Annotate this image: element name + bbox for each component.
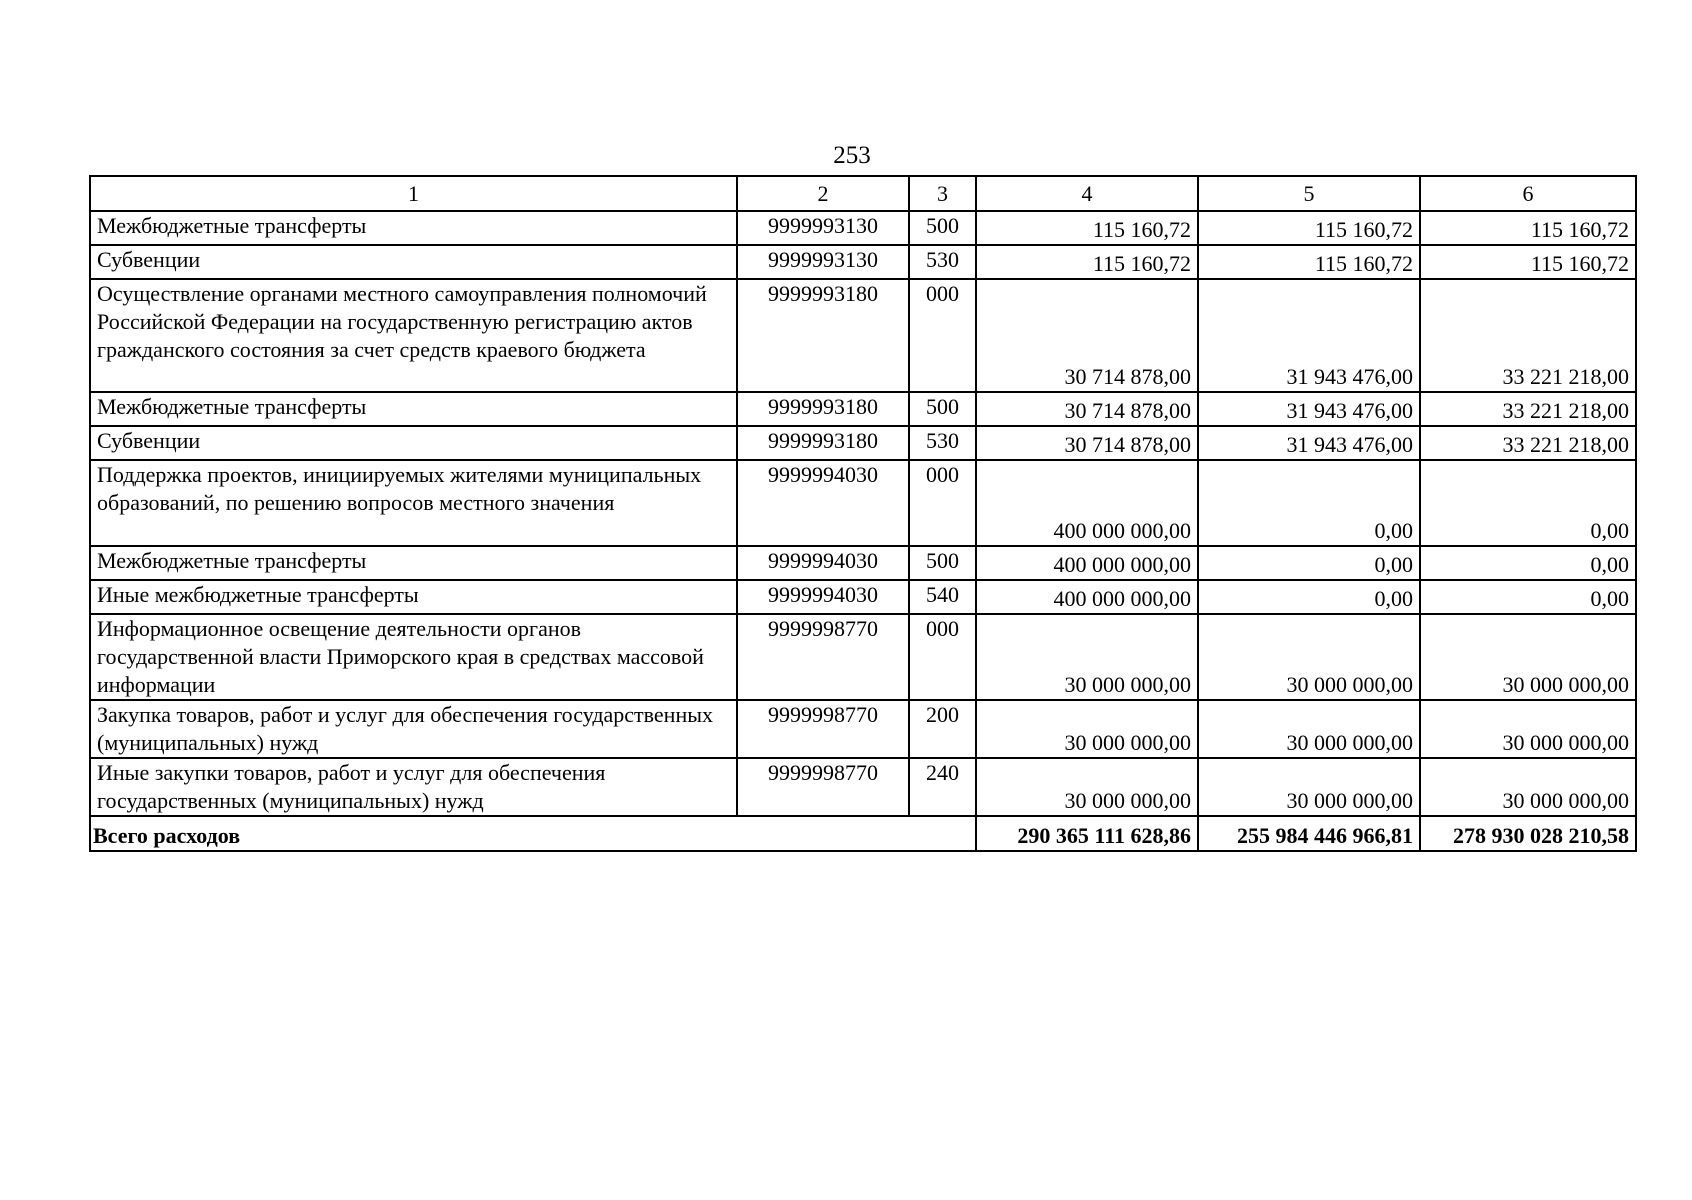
amount-year-3: 115 160,72: [1420, 211, 1636, 245]
table-row: [90, 546, 1636, 580]
item-name: Межбюджетные трансферты: [90, 392, 737, 426]
target-code: 9999994030: [737, 460, 909, 546]
column-header: 4: [976, 176, 1198, 211]
target-code: 9999993180: [737, 279, 909, 392]
amount-year-1: 30 714 878,00: [976, 279, 1198, 392]
budget-table: [89, 175, 1637, 852]
amount-year-1: 115 160,72: [976, 211, 1198, 245]
table-row: [90, 580, 1636, 614]
target-code: 9999998770: [737, 614, 909, 700]
amount-year-1: 30 714 878,00: [976, 426, 1198, 460]
amount-year-1: 30 714 878,00: [976, 392, 1198, 426]
item-name: Межбюджетные трансферты: [90, 546, 737, 580]
total-label: Всего расходов: [90, 816, 976, 851]
item-name: Иные межбюджетные трансферты: [90, 580, 737, 614]
amount-year-2: 30 000 000,00: [1198, 614, 1420, 700]
amount-year-3: 0,00: [1420, 546, 1636, 580]
expense-type: 540: [909, 580, 976, 614]
total-row: [90, 816, 1636, 851]
amount-year-1: 115 160,72: [976, 245, 1198, 279]
item-name: Иные закупки товаров, работ и услуг для обеспечения государственных (муниципальных) нужд: [90, 758, 737, 816]
table-row: [90, 758, 1636, 816]
table-row: [90, 460, 1636, 546]
target-code: 9999994030: [737, 546, 909, 580]
amount-year-3: 115 160,72: [1420, 245, 1636, 279]
expense-type: 500: [909, 392, 976, 426]
amount-year-2: 115 160,72: [1198, 245, 1420, 279]
expense-type: 500: [909, 546, 976, 580]
table-row: [90, 211, 1636, 245]
table-row: [90, 279, 1636, 392]
table-row: [90, 614, 1636, 700]
table-row: [90, 700, 1636, 758]
column-header: 3: [909, 176, 976, 211]
table-row: [90, 245, 1636, 279]
target-code: 9999993130: [737, 211, 909, 245]
amount-year-1: 400 000 000,00: [976, 580, 1198, 614]
column-header: 1: [90, 176, 737, 211]
item-name: Межбюджетные трансферты: [90, 211, 737, 245]
total-year-1: 290 365 111 628,86: [976, 816, 1198, 851]
amount-year-2: 31 943 476,00: [1198, 279, 1420, 392]
item-name: Субвенции: [90, 426, 737, 460]
amount-year-2: 30 000 000,00: [1198, 758, 1420, 816]
table-row: [90, 392, 1636, 426]
column-number-row: [90, 176, 1636, 211]
amount-year-1: 30 000 000,00: [976, 758, 1198, 816]
page-number: 253: [833, 142, 871, 169]
expense-type: 240: [909, 758, 976, 816]
target-code: 9999993180: [737, 392, 909, 426]
amount-year-2: 30 000 000,00: [1198, 700, 1420, 758]
item-name: Субвенции: [90, 245, 737, 279]
amount-year-1: 400 000 000,00: [976, 460, 1198, 546]
item-name: Осуществление органами местного самоуправления полномочий Российской Федерации на государственную регистрацию актов гражданского состояния за счет средств краевого бюджета: [90, 279, 737, 392]
amount-year-3: 30 000 000,00: [1420, 758, 1636, 816]
total-year-2: 255 984 446 966,81: [1198, 816, 1420, 851]
amount-year-1: 400 000 000,00: [976, 546, 1198, 580]
amount-year-2: 0,00: [1198, 580, 1420, 614]
amount-year-1: 30 000 000,00: [976, 614, 1198, 700]
expense-type: 000: [909, 614, 976, 700]
amount-year-3: 33 221 218,00: [1420, 392, 1636, 426]
amount-year-3: 33 221 218,00: [1420, 426, 1636, 460]
expense-type: 200: [909, 700, 976, 758]
item-name: Поддержка проектов, инициируемых жителями муниципальных образований, по решению вопросов местного значения: [90, 460, 737, 546]
amount-year-2: 115 160,72: [1198, 211, 1420, 245]
expense-type: 530: [909, 245, 976, 279]
total-year-3: 278 930 028 210,58: [1420, 816, 1636, 851]
amount-year-2: 31 943 476,00: [1198, 426, 1420, 460]
target-code: 9999993180: [737, 426, 909, 460]
expense-type: 000: [909, 460, 976, 546]
amount-year-3: 0,00: [1420, 580, 1636, 614]
expense-type: 500: [909, 211, 976, 245]
column-header: 5: [1198, 176, 1420, 211]
amount-year-2: 31 943 476,00: [1198, 392, 1420, 426]
column-header: 2: [737, 176, 909, 211]
column-header: 6: [1420, 176, 1636, 211]
amount-year-2: 0,00: [1198, 546, 1420, 580]
item-name: Закупка товаров, работ и услуг для обеспечения государственных (муниципальных) нужд: [90, 700, 737, 758]
amount-year-1: 30 000 000,00: [976, 700, 1198, 758]
target-code: 9999998770: [737, 758, 909, 816]
amount-year-3: 33 221 218,00: [1420, 279, 1636, 392]
target-code: 9999993130: [737, 245, 909, 279]
table-row: [90, 426, 1636, 460]
amount-year-3: 30 000 000,00: [1420, 700, 1636, 758]
expense-type: 000: [909, 279, 976, 392]
amount-year-3: 0,00: [1420, 460, 1636, 546]
expense-type: 530: [909, 426, 976, 460]
target-code: 9999994030: [737, 580, 909, 614]
target-code: 9999998770: [737, 700, 909, 758]
amount-year-2: 0,00: [1198, 460, 1420, 546]
item-name: Информационное освещение деятельности органов государственной власти Приморского края в средствах массовой информации: [90, 614, 737, 700]
amount-year-3: 30 000 000,00: [1420, 614, 1636, 700]
